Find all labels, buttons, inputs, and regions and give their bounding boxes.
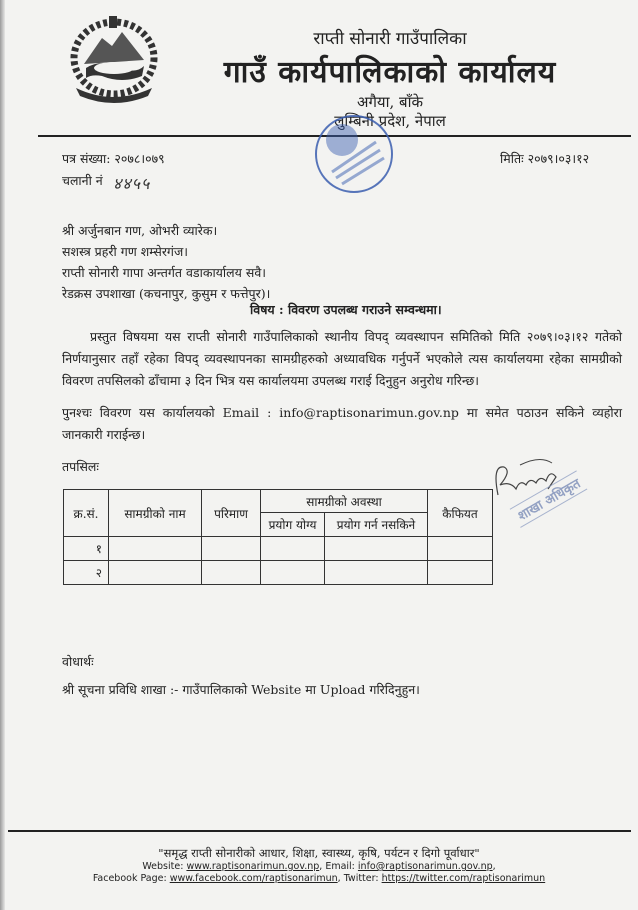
facebook-link[interactable]: www.facebook.com/raptisonarimun	[169, 873, 338, 884]
recipient-line: रेडक्रस उपशाखा (कचनापुर, कुसुम र फत्तेपुर)।	[62, 286, 271, 301]
tapasil-label: तपसिलः	[62, 459, 99, 474]
footer-divider	[8, 830, 631, 832]
table-row	[64, 561, 493, 585]
row-sn: २	[64, 561, 109, 585]
body-paragraph: प्रस्तुत विषयमा यस राप्ती सोनारी गाउँपालिकाको स्थानीय विपद् व्यवस्थापन समितिको मिति २०७९।०३।१२ गतेको निर्णयानुसार तहाँ रहेका विपद् व्यवस्थापनका सामग्रीहरुको अध्यावधिक गर्नुपर्ने भएकोले त्यस कार्यालयमा रहेका सामग्रीको विवरण तपसिलको ढाँचामा ३ दिन भित्र यस कार्यालयमा उपलब्ध गराई दिनुहुन अनुरोध गरिन्छ।	[62, 329, 622, 388]
address-line-1: अगैया, बाँके	[357, 93, 423, 111]
twitter-label: Twitter:	[343, 873, 379, 884]
row-sn: १	[64, 537, 109, 561]
address-line-2: लुम्बिनी प्रदेश, नेपाल	[334, 112, 446, 130]
facebook-label: Facebook Page:	[92, 873, 167, 884]
header-unusable: प्रयोग गर्न नसकिने	[325, 513, 428, 537]
recipient-line: सशस्त्र प्रहरी गण शम्सेरगंज।	[62, 244, 188, 259]
footer-motto: "समृद्ध राप्ती सोनारीको आधार, शिक्षा, स्वास्थ्य, कृषि, पर्यटन र दिगो पूर्वाधार"	[158, 846, 480, 860]
cc-line: श्री सूचना प्रविधि शाखा :- गाउँपालिकाको Website मा Upload गरिदिनुहुन।	[62, 682, 420, 697]
footer-contact-line-2: Facebook Page: www.facebook.com/raptisonarimun, Twitter: https://twitter.com/raptisonarimun	[92, 873, 546, 884]
footer-contact-line-1: Website: www.raptisonarimun.gov.np, Email: info@raptisonarimun.gov.np,	[142, 861, 496, 872]
materials-table	[63, 489, 493, 585]
cell-usable	[261, 537, 325, 561]
letter-number	[62, 150, 165, 167]
letter-number-value: २०७८।०७९	[114, 151, 165, 166]
recipient-line: श्री अर्जुनबान गण, ओभरी व्यारेक।	[62, 223, 218, 238]
header-remarks: कैफियत	[428, 490, 493, 537]
municipality-name: राप्ती सोनारी गाउँपालिका	[313, 29, 467, 49]
dispatch-number-value: ४४५५	[113, 174, 151, 193]
twitter-link[interactable]: https://twitter.com/raptisonarimun	[381, 873, 546, 884]
header-item-name: सामग्रीको नाम	[109, 490, 202, 537]
cell-unusable	[325, 561, 428, 585]
date	[500, 150, 589, 167]
header-condition: सामग्रीको अवस्था	[261, 490, 428, 513]
table-row	[64, 537, 493, 561]
header-usable: प्रयोग योग्य	[261, 513, 325, 537]
header-sn: क्र.सं.	[64, 490, 109, 537]
cell-item	[109, 537, 202, 561]
cell-item	[109, 561, 202, 585]
email-link[interactable]: info@raptisonarimun.gov.np	[357, 861, 493, 872]
cell-quantity	[202, 537, 261, 561]
cell-quantity	[202, 561, 261, 585]
nepal-emblem-icon	[62, 14, 166, 104]
office-title: गाउँ कार्यपालिकाको कार्यालय	[223, 55, 557, 90]
cc-label: वोधार्थः	[62, 654, 94, 669]
cell-unusable	[325, 537, 428, 561]
officer-stamp: शाखा अधिकृत	[510, 470, 588, 528]
cell-remarks	[428, 561, 493, 585]
date-value: २०७९।०३।१२	[527, 151, 590, 166]
office-seal-stamp	[312, 112, 396, 196]
dispatch-number-label: चलानी नं	[62, 173, 103, 188]
letter-number-label: पत्र संख्या:	[62, 151, 111, 166]
recipient-line: राप्ती सोनारी गापा अन्तर्गत वडाकार्यालय सवै।	[62, 265, 267, 280]
email-label: Email:	[325, 861, 355, 872]
cell-remarks	[428, 537, 493, 561]
date-label: मितिः	[500, 151, 524, 166]
header-quantity: परिमाण	[202, 490, 261, 537]
website-label: Website:	[142, 861, 184, 872]
cell-usable	[261, 561, 325, 585]
page-edge-shadow	[0, 0, 5, 910]
website-link[interactable]: www.raptisonarimun.gov.np	[186, 861, 320, 872]
postscript: पुनश्चः विवरण यस कार्यालयको Email : info@raptisonarimun.gov.np मा समेत पठाउन सकिने व्यहोरा जानकारी गराईन्छ।	[62, 405, 622, 442]
subject-line: विषय : विवरण उपलब्ध गराउने सम्वन्धमा।	[250, 302, 442, 317]
